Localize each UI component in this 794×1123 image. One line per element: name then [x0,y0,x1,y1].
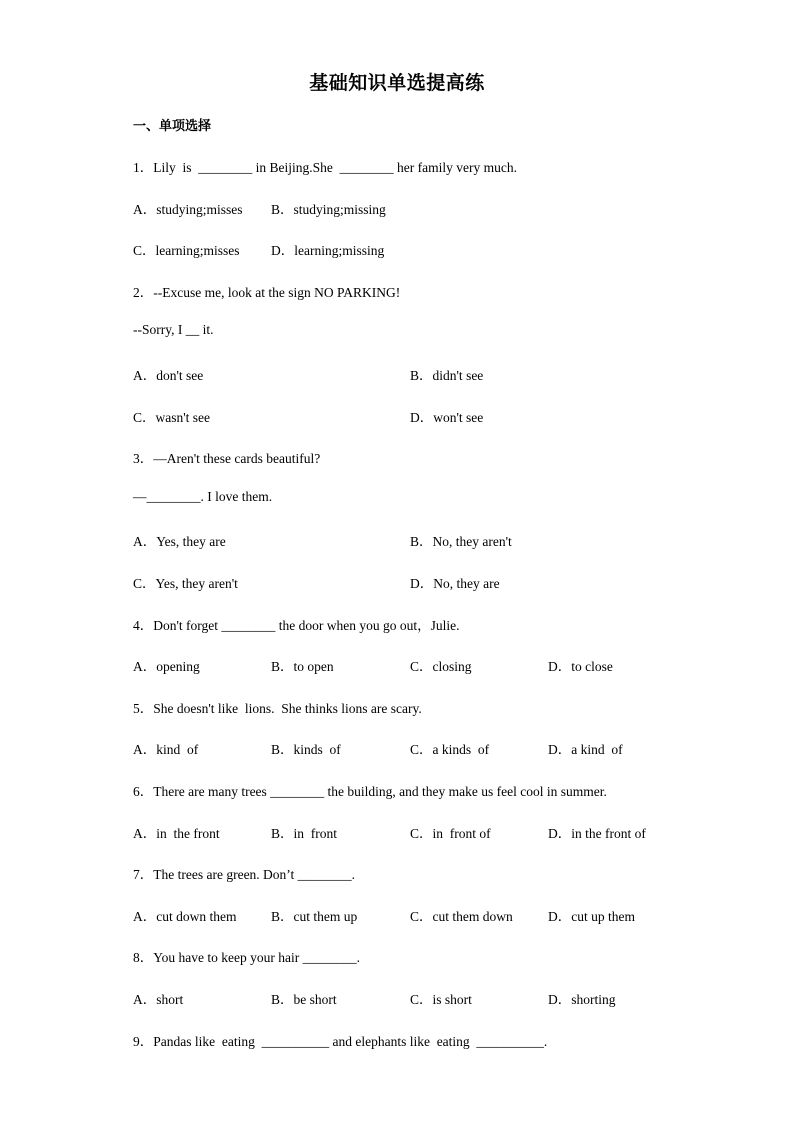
q8-option-b[interactable]: B．be short [271,992,337,1007]
q5-option-b[interactable]: B．kinds of [271,742,341,757]
section-heading: 一、单项选择 [133,119,212,134]
page-title: 基础知识单选提高练 [309,72,485,94]
q1-option-a[interactable]: A．studying;misses [133,202,243,217]
question-stem-7: 7．The trees are green. Don’t ________. [133,867,356,882]
q5-option-a[interactable]: A．kind of [133,742,199,757]
q6-option-b[interactable]: B．in front [271,826,337,841]
q5-option-d[interactable]: D．a kind of [548,742,623,757]
q1-option-b[interactable]: B．studying;missing [271,202,386,217]
q7-option-b[interactable]: B．cut them up [271,909,358,924]
question-stem-1: 1．Lily is ________ in Beijing.She ________ her family very much. [133,160,517,175]
q1-option-d[interactable]: D．learning;missing [271,243,385,258]
question-stem-9: 9．Pandas like eating __________ and elephants like eating __________. [133,1034,548,1049]
q6-option-c[interactable]: C．in front of [410,826,491,841]
q4-option-c[interactable]: C．closing [410,659,472,674]
q4-option-b[interactable]: B．to open [271,659,334,674]
q5-option-c[interactable]: C．a kinds of [410,742,490,757]
q2-option-a[interactable]: A．don't see [133,368,204,383]
q2-option-d[interactable]: D．won't see [410,410,484,425]
q7-option-c[interactable]: C．cut them down [410,909,513,924]
question-stem-8: 8．You have to keep your hair ________. [133,950,360,965]
q1-option-c[interactable]: C．learning;misses [133,243,240,258]
question-stem-2-line-2: --Sorry, I __ it. [133,322,214,337]
question-stem-2: 2．--Excuse me, look at the sign NO PARKING! [133,285,401,300]
q2-option-b[interactable]: B．didn't see [410,368,484,383]
question-stem-6: 6．There are many trees ________ the building, and they make us feel cool in summer. [133,784,607,799]
q7-option-a[interactable]: A．cut down them [133,909,237,924]
q3-option-d[interactable]: D．No, they are [410,576,500,591]
q6-option-a[interactable]: A．in the front [133,826,220,841]
q3-option-b[interactable]: B．No, they aren't [410,534,512,549]
question-stem-5: 5．She doesn't like lions. She thinks lions are scary. [133,701,422,716]
question-stem-3: 3．—Aren't these cards beautiful? [133,451,321,466]
q2-option-c[interactable]: C．wasn't see [133,410,211,425]
q8-option-c[interactable]: C．is short [410,992,472,1007]
q6-option-d[interactable]: D．in the front of [548,826,646,841]
q8-option-a[interactable]: A．short [133,992,184,1007]
q7-option-d[interactable]: D．cut up them [548,909,635,924]
q3-option-a[interactable]: A．Yes, they are [133,534,226,549]
q4-option-a[interactable]: A．opening [133,659,200,674]
question-stem-4: 4．Don't forget ________ the door when you go out，Julie. [133,618,460,633]
question-stem-3-line-2: —________. I love them. [133,489,273,504]
q8-option-d[interactable]: D．shorting [548,992,616,1007]
q4-option-d[interactable]: D．to close [548,659,613,674]
q3-option-c[interactable]: C．Yes, they aren't [133,576,238,591]
